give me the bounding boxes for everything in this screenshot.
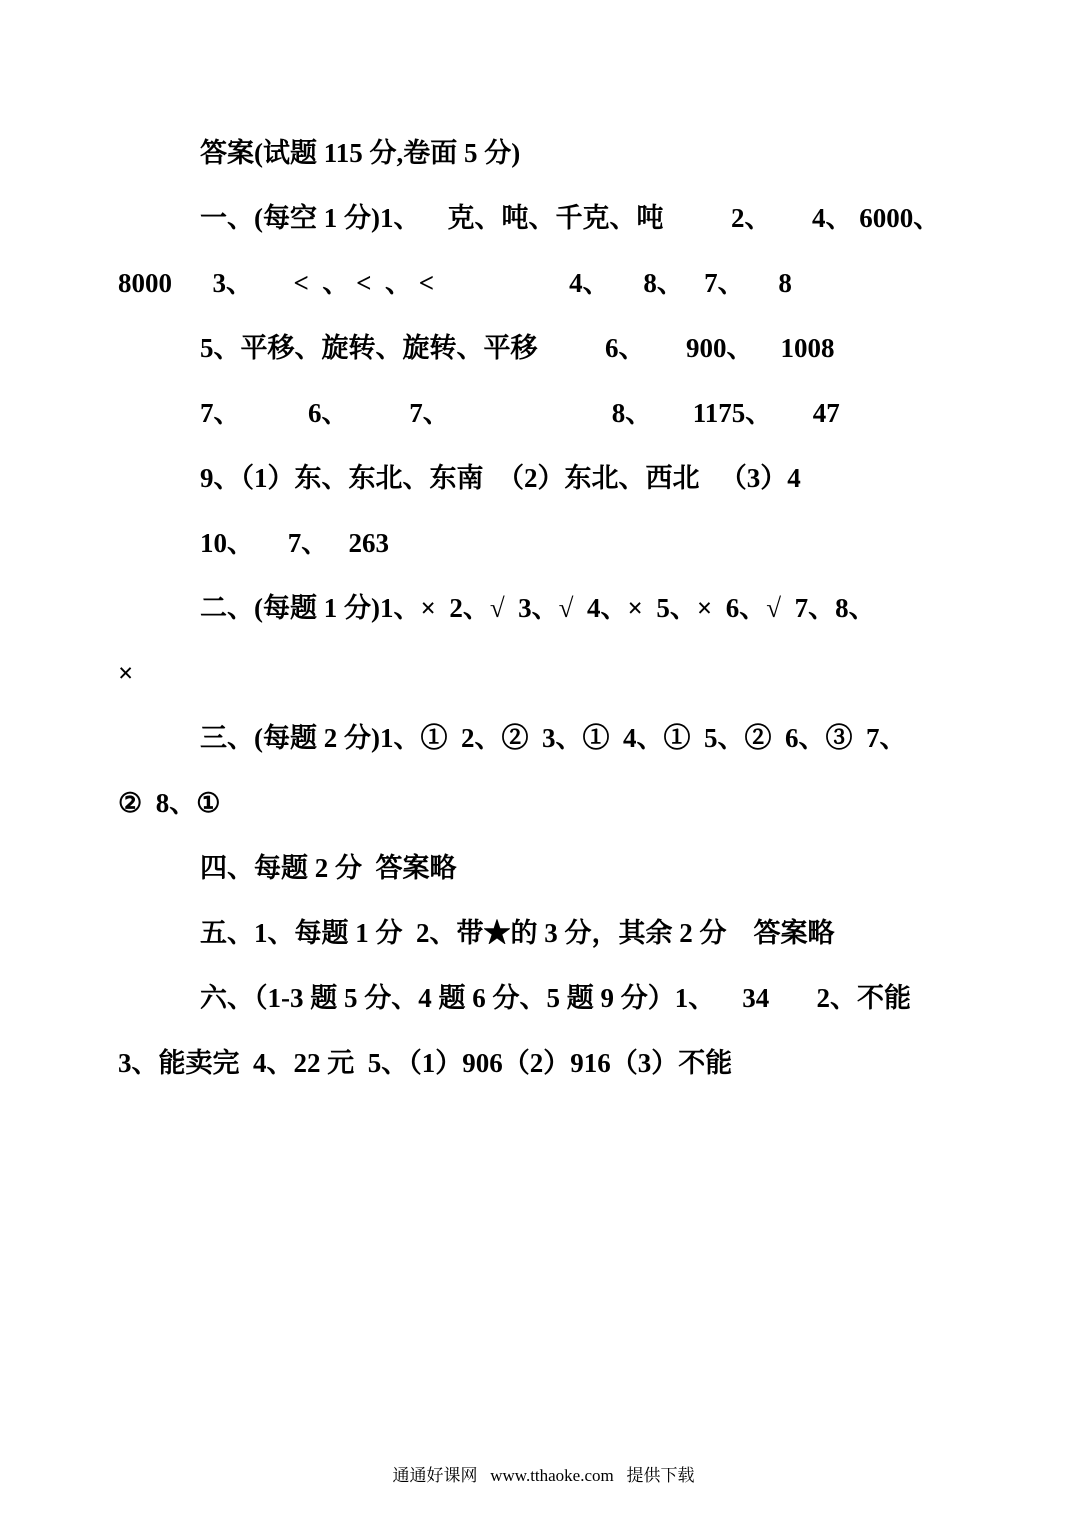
section-1-line-4: 7、 6、 7、 8、 1175、 47 <box>200 398 840 428</box>
section-6-line-1: 六、（1-3 题 5 分、4 题 6 分、5 题 9 分）1、 34 2、不能 <box>200 983 911 1013</box>
section-1-line-5: 9、（1）东、东北、东南 （2）东北、西北 （3）4 <box>200 463 801 493</box>
section-1-line-2: 8000 3、 < 、 < 、 < 4、 8、 7、 8 <box>118 268 792 298</box>
section-3-line-2: ② 8、① <box>118 788 221 818</box>
section-1-line-1: 一、(每空 1 分)1、 克、吨、千克、吨 2、 4、 6000、 <box>200 203 941 233</box>
page-footer: 通通好课网 www.tthaoke.com 提供下载 <box>392 1466 695 1485</box>
section-5-line: 五、1、每题 1 分 2、带★的 3 分，其余 2 分 答案略 <box>200 918 835 948</box>
section-4-line: 四、每题 2 分 答案略 <box>200 853 457 883</box>
section-1-line-3: 5、平移、旋转、旋转、平移 6、 900、 1008 <box>200 333 835 363</box>
section-2-line-2: × <box>118 658 134 688</box>
section-6-line-2: 3、能卖完 4、22 元 5、（1）906（2）916（3）不能 <box>118 1048 733 1078</box>
answer-heading: 答案(试题 115 分,卷面 5 分) <box>200 138 521 168</box>
section-2-line-1: 二、(每题 1 分)1、× 2、√ 3、√ 4、× 5、× 6、√ 7、8、 <box>200 593 876 623</box>
section-3-line-1: 三、(每题 2 分)1、① 2、② 3、① 4、① 5、② 6、③ 7、 <box>200 723 907 753</box>
section-1-line-6: 10、 7、 263 <box>200 528 389 558</box>
